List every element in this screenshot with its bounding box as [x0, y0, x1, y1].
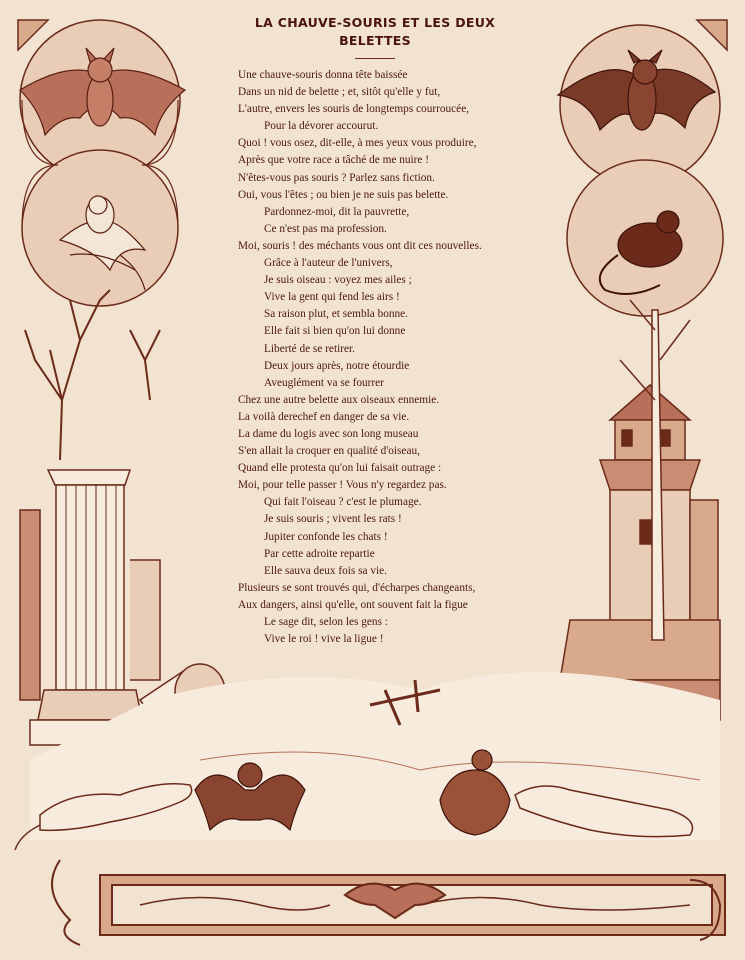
poem-line: Deux jours après, notre étourdie: [264, 359, 410, 372]
bare-tree-left: [25, 290, 160, 460]
poem-line: Liberté de se retirer.: [264, 342, 355, 355]
poem-line: Aux dangers, ainsi qu'elle, ont souvent fait la figue: [238, 598, 468, 611]
poem-line: Par cette adroite repartie: [264, 547, 375, 560]
poem-line: Dans un nid de belette ; et, sitôt qu'elle y fut,: [238, 86, 441, 99]
poem-line: Grâce à l'auteur de l'univers,: [264, 257, 393, 270]
poem-line: Pour la dévorer accourut.: [264, 120, 379, 133]
poem-line: Jupiter confonde les chats !: [264, 530, 388, 543]
poem-line: Je suis oiseau : voyez mes ailes ;: [264, 274, 412, 287]
poem-line: Le sage dit, selon les gens :: [264, 616, 388, 628]
poem-line: Ce n'est pas ma profession.: [264, 222, 387, 235]
title-divider: [355, 58, 395, 59]
poem-line: Plusieurs se sont trouvés qui, d'écharpes changeants,: [238, 581, 476, 594]
poem-line: Oui, vous l'êtes ; ou bien je ne suis pas belette.: [238, 188, 449, 201]
poem-line: Qui fait l'oiseau ? c'est le plumage.: [264, 496, 422, 509]
poem-line: Quand elle protesta qu'on lui faisait outrage :: [238, 462, 442, 475]
poem-line: Après que votre race a tâché de me nuire !: [238, 154, 430, 167]
poem-line: Quoi ! vous osez, dit-elle, à mes yeux vous produire,: [238, 137, 477, 150]
poem-line: L'autre, envers les souris de longtemps courroucée,: [238, 103, 470, 116]
ruined-column: [20, 470, 160, 745]
poem-line: Sa raison plut, et sembla bonne.: [264, 308, 409, 321]
corner-ornament-top-right: [697, 20, 727, 50]
poem-line: N'êtes-vous pas souris ? Parlez sans fiction.: [238, 171, 435, 184]
poem-body: [238, 67, 538, 648]
ruined-tower: [545, 385, 720, 720]
poem-line: Elle sauva deux fois sa vie.: [264, 564, 387, 577]
poem-line: Moi, souris ! des méchants vous ont dit ces nouvelles.: [238, 239, 482, 252]
poem-line: S'en allait la croquer en qualité d'oiseau,: [238, 445, 420, 458]
poem-line: Une chauve-souris donna tête baissée: [238, 69, 408, 81]
poem-line: Je suis souris ; vivent les rats !: [264, 513, 402, 526]
poem-line: Moi, pour telle passer ! Vous n'y regardez pas.: [238, 479, 447, 492]
poem-line: La voilà derechef en danger de sa vie.: [238, 410, 410, 423]
poem-line: Pardonnez-moi, dit la pauvrette,: [264, 205, 410, 218]
ornamental-border: [52, 860, 725, 945]
poem-title: LA CHAUVE-SOURIS ET LES DEUX BELETTES: [254, 15, 496, 48]
poem-line: Elle fait si bien qu'on lui donne: [264, 325, 406, 338]
poem-line: La dame du logis avec son long museau: [238, 427, 419, 440]
poem-line: Vive la gent qui fend les airs !: [264, 291, 400, 304]
poem-line: Vive le roi ! vive la ligue !: [264, 633, 384, 646]
poem-line: Aveuglément va se fourrer: [264, 376, 384, 389]
poem-line: Chez une autre belette aux oiseaux ennemie.: [238, 393, 440, 406]
